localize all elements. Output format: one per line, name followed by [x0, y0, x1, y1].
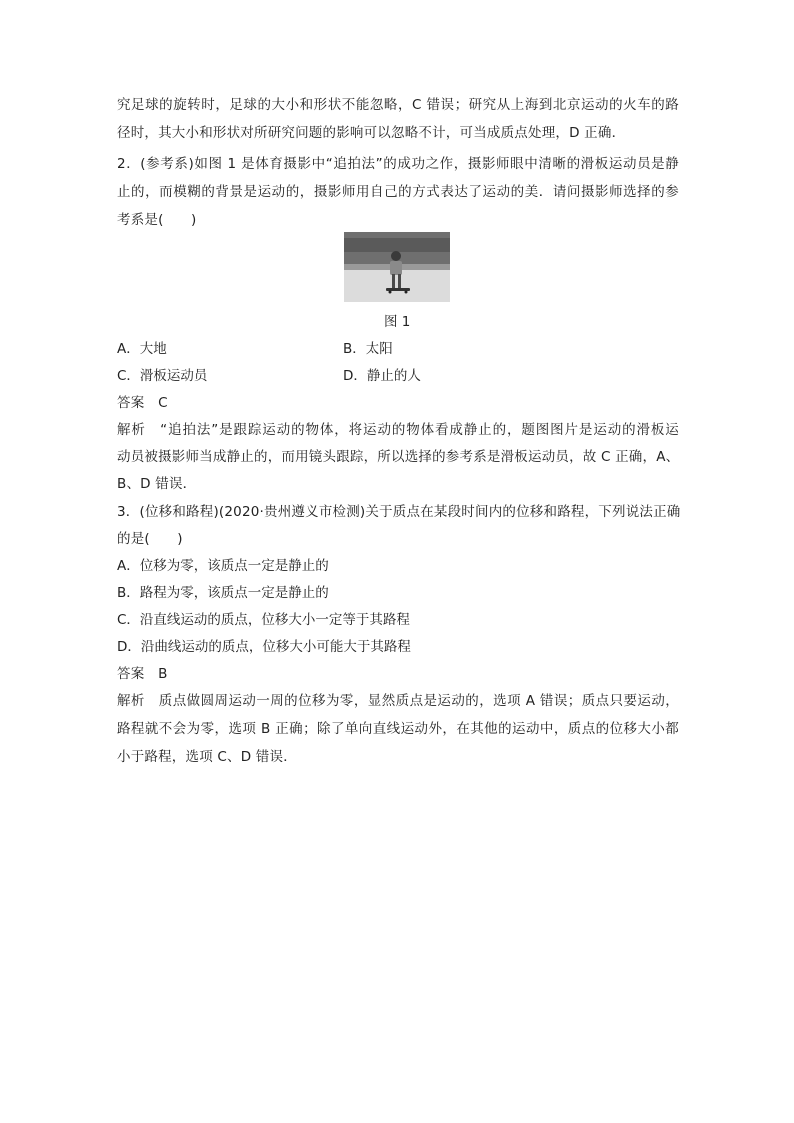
q3-analysis-line-1: 解析 质点做圆周运动一周的位移为零，显然质点是运动的，选项 A 错误；质点只要运动， [117, 693, 679, 709]
skateboarder-photo [344, 232, 450, 302]
q3-stem-line-1: 3．(位移和路程)(2020·贵州遵义市检测)关于质点在某段时间内的位移和路程，下列说法正确 [117, 504, 681, 520]
q3-analysis-line-3: 小于路程，选项 C、D 错误． [117, 749, 297, 765]
q1-tail-line-1: 究足球的旋转时，足球的大小和形状不能忽略，C 错误；研究从上海到北京运动的火车的路 [117, 97, 679, 113]
q3-option-d: D．沿曲线运动的质点，位移大小可能大于其路程 [117, 639, 411, 655]
q1-tail-line-2: 径时，其大小和形状对所研究问题的影响可以忽略不计，可当成质点处理，D 正确． [117, 125, 626, 141]
q3-option-a: A．位移为零，该质点一定是静止的 [117, 558, 329, 574]
q2-stem-line-1: 2．(参考系)如图 1 是体育摄影中“追拍法”的成功之作，摄影师眼中清晰的滑板运动员是静 [117, 156, 679, 172]
q2-option-a: A．大地 [117, 341, 167, 357]
figure-caption: 图 1 [384, 314, 411, 330]
q2-option-b: B．太阳 [343, 341, 393, 357]
q3-analysis-line-2: 路程就不会为零，选项 B 正确；除了单向直线运动外，在其他的运动中，质点的位移大小都 [117, 721, 679, 737]
q3-option-c: C．沿直线运动的质点，位移大小一定等于其路程 [117, 612, 410, 628]
q2-stem-line-2: 止的，而模糊的背景是运动的，摄影师用自己的方式表达了运动的美．请问摄影师选择的参 [117, 184, 679, 200]
q3-answer: 答案 B [117, 666, 168, 682]
q2-analysis-line-2: 动员被摄影师当成静止的，而用镜头跟踪，所以选择的参考系是滑板运动员，故 C 正确，A、 [117, 449, 680, 465]
q2-analysis-line-1: 解析 “追拍法”是跟踪运动的物体，将运动的物体看成静止的，题图图片是运动的滑板运 [117, 422, 679, 438]
q2-option-c: C．滑板运动员 [117, 368, 208, 384]
q2-option-d: D．静止的人 [343, 368, 421, 384]
q2-answer: 答案 C [117, 395, 168, 411]
q3-option-b: B．路程为零，该质点一定是静止的 [117, 585, 329, 601]
q2-analysis-line-3: B、D 错误． [117, 476, 197, 492]
q2-stem-line-3: 考系是( ) [117, 212, 197, 228]
q3-stem-line-2: 的是( ) [117, 531, 183, 547]
